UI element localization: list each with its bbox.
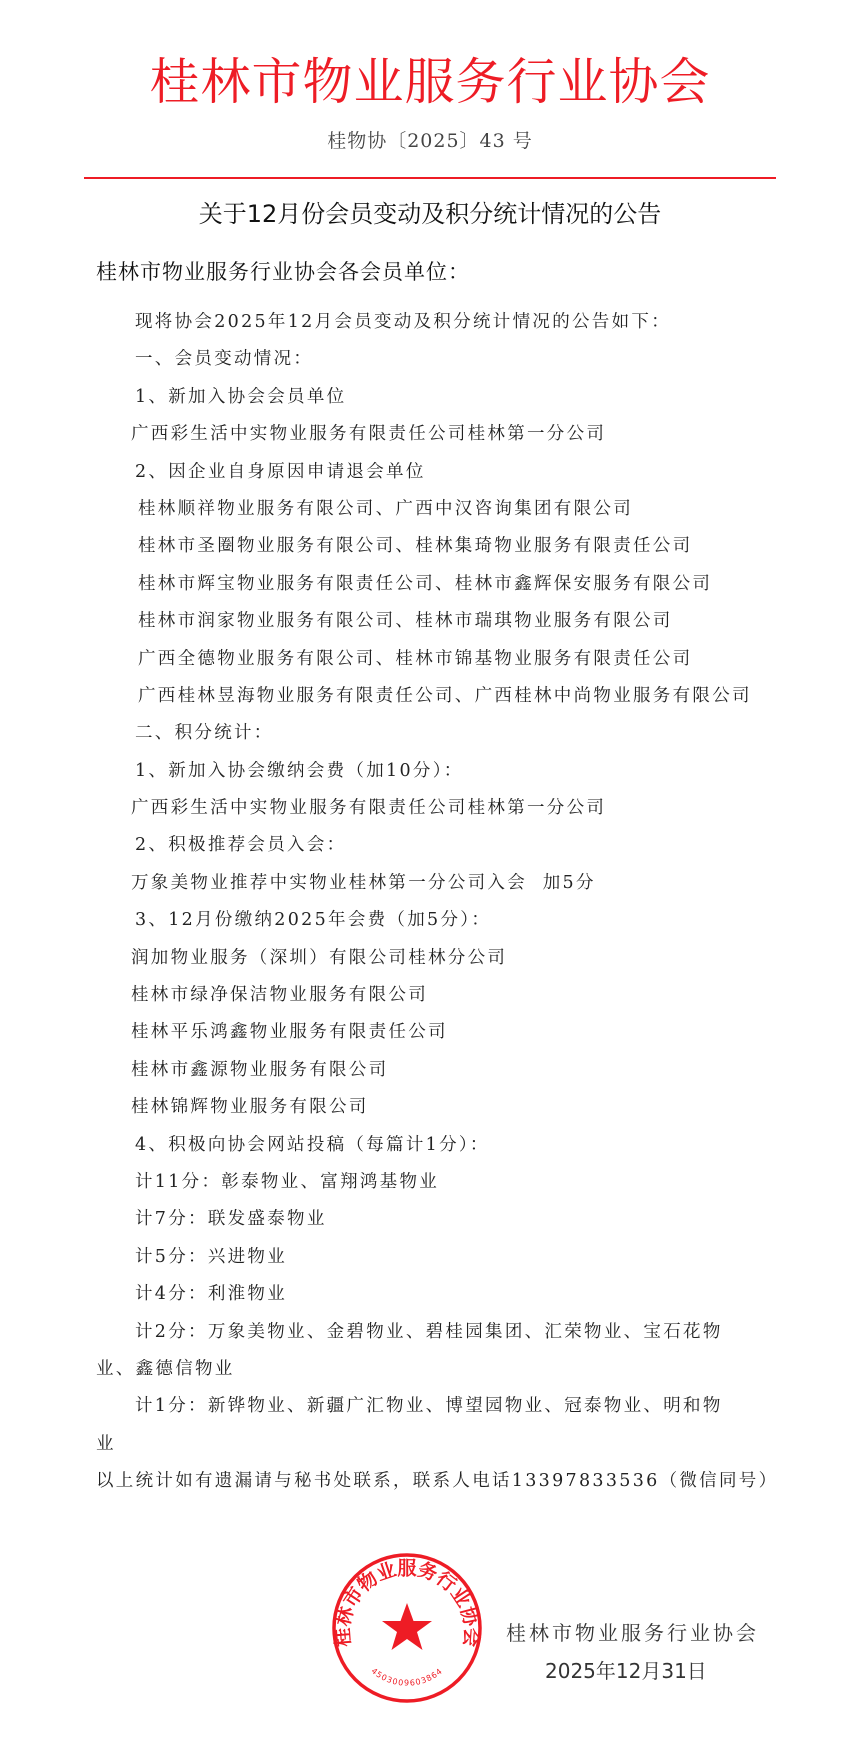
subsection-title: 2、因企业自身原因申请退会单位 [135,461,426,482]
red-divider [84,177,776,179]
star-icon [382,1603,432,1650]
section-title: 二、积分统计： [135,723,274,744]
list-item: 桂林市润家物业服务有限公司、桂林市瑞琪物业服务有限公司 [138,611,673,632]
subsection-title: 1、新加入协会缴纳会费（加10分）： [135,760,464,781]
document-number: 桂物协〔2025〕43 号 [327,130,533,152]
signature-date: 2025年12月31日 [545,1659,707,1683]
list-item: 计2分：万象美物业、金碧物业、碧桂园集团、汇荣物业、宝石花物 [135,1321,723,1342]
list-item: 计4分：利淮物业 [135,1284,288,1305]
official-seal-stamp [330,1551,484,1705]
list-item: 桂林市圣圈物业服务有限公司、桂林集琦物业服务有限责任公司 [138,536,693,557]
list-item: 计1分：新铧物业、新疆广汇物业、博望园物业、冠泰物业、明和物 [135,1396,723,1417]
subsection-title: 2、积极推荐会员入会： [135,835,347,856]
subsection-title: 4、积极向协会网站投稿（每篇计1分）： [135,1134,490,1155]
list-item: 桂林市绿净保洁物业服务有限公司 [131,985,428,1006]
subsection-title: 3、12月份缴纳2025年会费（加5分）： [135,910,492,931]
list-item: 广西桂林昱海物业服务有限责任公司、广西桂林中尚物业服务有限公司 [138,685,752,706]
list-item: 万象美物业推荐中实物业桂林第一分公司入会 加5分 [131,872,596,893]
list-item: 桂林顺祥物业服务有限公司、广西中汉咨询集团有限公司 [138,498,633,519]
greeting: 桂林市物业服务行业协会各会员单位： [96,260,470,284]
list-item: 桂林平乐鸿鑫物业服务有限责任公司 [131,1022,448,1043]
list-item-continuation: 业 [96,1433,116,1454]
org-title: 桂林市物业服务行业协会 [149,53,711,111]
list-item: 计11分：彰泰物业、富翔鸿基物业 [135,1171,440,1192]
list-item: 桂林市鑫源物业服务有限公司 [131,1059,389,1080]
list-item: 桂林锦辉物业服务有限公司 [131,1097,369,1118]
list-item: 桂林市辉宝物业服务有限责任公司、桂林市鑫辉保安服务有限公司 [138,573,713,594]
announcement-body [0,304,860,1501]
list-item: 广西彩生活中实物业服务有限责任公司桂林第一分公司 [131,424,607,445]
signature-org: 桂林市物业服务行业协会 [506,1621,759,1645]
announcement-heading: 关于12月份会员变动及积分统计情况的公告 [198,200,662,228]
list-item: 广西彩生活中实物业服务有限责任公司桂林第一分公司 [131,798,607,819]
contact-note: 以上统计如有遗漏请与秘书处联系，联系人电话13397833536（微信同号） [96,1471,779,1492]
list-item: 广西全德物业服务有限公司、桂林市锦基物业服务有限责任公司 [138,648,693,669]
stamp-text: 桂林市物业服务行业协会 [331,1557,483,1648]
intro-paragraph: 现将协会2025年12月会员变动及积分统计情况的公告如下： [135,312,672,332]
list-item: 润加物业服务（深圳）有限公司桂林分公司 [131,947,508,968]
subsection-title: 1、新加入协会会员单位 [135,386,347,407]
stamp-code: 4503009603864 [369,1666,445,1688]
list-item-continuation: 业、鑫德信物业 [96,1358,235,1379]
list-item: 计7分：联发盛泰物业 [135,1209,327,1230]
list-item: 计5分：兴进物业 [135,1246,288,1267]
section-title: 一、会员变动情况： [135,349,314,370]
